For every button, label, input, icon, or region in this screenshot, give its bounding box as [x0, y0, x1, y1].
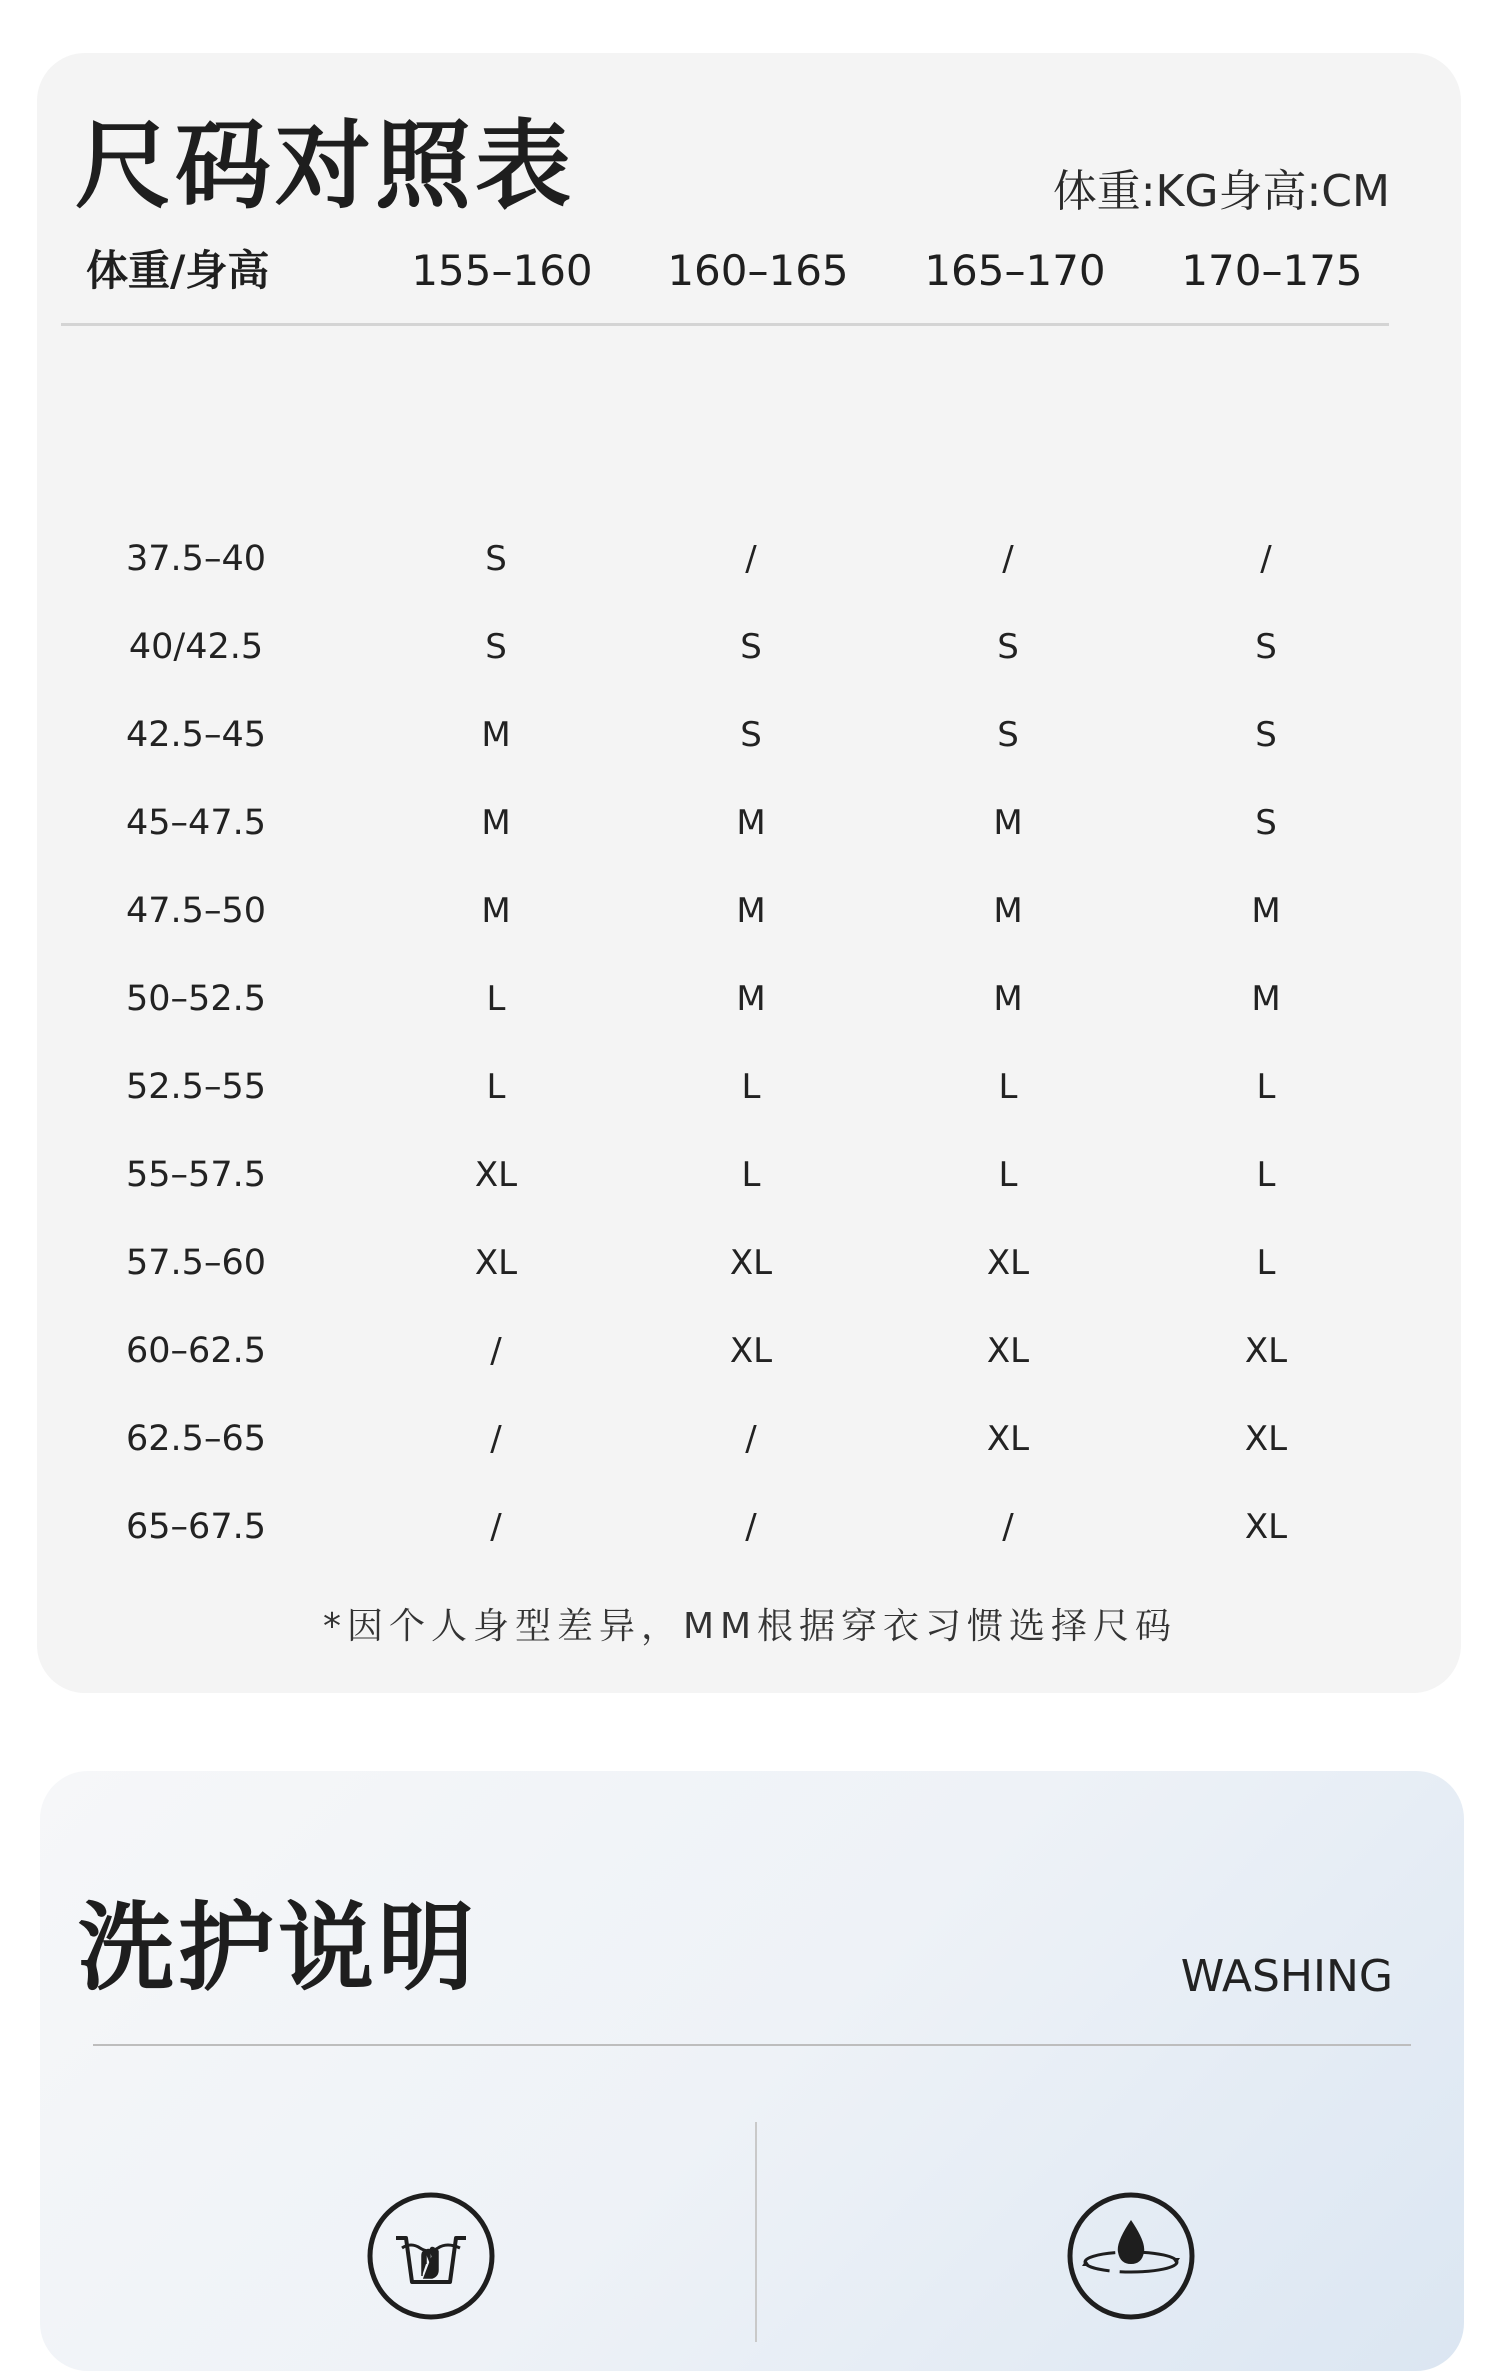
size-cell: M — [1251, 979, 1281, 1019]
size-cell: / — [745, 539, 757, 579]
table-row — [0, 1132, 1500, 1219]
weight-cell: 50–52.5 — [126, 979, 266, 1019]
header-column: 165–170 — [924, 246, 1106, 295]
size-cell: M — [481, 715, 511, 755]
size-cell: XL — [729, 1331, 773, 1371]
size-cell: L — [998, 1067, 1018, 1107]
washing-column-divider — [755, 2122, 757, 2342]
weight-cell: 45–47.5 — [126, 803, 266, 843]
size-cell: M — [481, 891, 511, 931]
size-cell: XL — [1244, 1507, 1288, 1547]
weight-cell: 62.5–65 — [126, 1419, 266, 1459]
table-row — [0, 1308, 1500, 1395]
header-column: 170–175 — [1181, 246, 1363, 295]
washing-divider — [93, 2044, 1411, 2046]
size-cell: / — [1260, 539, 1272, 579]
table-row — [0, 956, 1500, 1043]
washing-title: 洗护说明 — [78, 1892, 478, 2004]
size-cell: L — [741, 1155, 761, 1195]
size-cell: S — [1255, 627, 1277, 667]
size-cell: M — [993, 803, 1023, 843]
size-cell: / — [490, 1419, 502, 1459]
hand-wash-icon — [366, 2190, 496, 2322]
weight-cell: 55–57.5 — [126, 1155, 266, 1195]
table-row — [0, 1220, 1500, 1307]
size-cell: XL — [1244, 1419, 1288, 1459]
size-cell: L — [1256, 1067, 1276, 1107]
table-row — [0, 780, 1500, 867]
weight-cell: 52.5–55 — [126, 1067, 266, 1107]
size-cell: M — [993, 891, 1023, 931]
size-cell: XL — [474, 1155, 518, 1195]
size-cell: S — [997, 715, 1019, 755]
table-row — [0, 1044, 1500, 1131]
size-cell: M — [736, 803, 766, 843]
table-row — [0, 868, 1500, 955]
weight-cell: 40/42.5 — [128, 627, 264, 667]
size-cell: S — [485, 539, 507, 579]
size-cell: M — [993, 979, 1023, 1019]
size-cell: S — [1255, 803, 1277, 843]
size-cell: XL — [986, 1331, 1030, 1371]
size-cell: / — [745, 1507, 757, 1547]
size-cell: L — [486, 1067, 506, 1107]
spin-dry-icon — [1066, 2190, 1196, 2322]
size-cell: XL — [986, 1419, 1030, 1459]
size-cell: XL — [1244, 1331, 1288, 1371]
size-cell: XL — [729, 1243, 773, 1283]
size-cell: M — [481, 803, 511, 843]
header-column: 160–165 — [667, 246, 849, 295]
washing-subtitle: WASHING — [1180, 1951, 1393, 2002]
size-cell: L — [1256, 1243, 1276, 1283]
size-cell: L — [998, 1155, 1018, 1195]
size-cell: M — [1251, 891, 1281, 931]
header-divider — [61, 323, 1389, 326]
size-cell: M — [736, 979, 766, 1019]
weight-cell: 47.5–50 — [126, 891, 266, 931]
header-column: 155–160 — [411, 246, 593, 295]
table-row — [0, 604, 1500, 691]
weight-cell: 42.5–45 — [126, 715, 266, 755]
table-row — [0, 1396, 1500, 1483]
size-cell: L — [1256, 1155, 1276, 1195]
table-row — [0, 516, 1500, 603]
size-cell: / — [1002, 539, 1014, 579]
size-cell: / — [745, 1419, 757, 1459]
size-cell: S — [740, 627, 762, 667]
size-cell: XL — [986, 1243, 1030, 1283]
size-note: *因个人身型差异，MM根据穿衣习惯选择尺码 — [322, 1606, 1178, 1647]
size-cell: L — [741, 1067, 761, 1107]
size-cell: S — [740, 715, 762, 755]
size-cell: L — [486, 979, 506, 1019]
size-chart-title: 尺码对照表 — [75, 110, 575, 222]
weight-cell: 37.5–40 — [126, 539, 266, 579]
size-cell: XL — [474, 1243, 518, 1283]
size-cell: M — [736, 891, 766, 931]
weight-cell: 60–62.5 — [126, 1331, 266, 1371]
size-cell: / — [490, 1507, 502, 1547]
table-row — [0, 692, 1500, 779]
size-cell: S — [485, 627, 507, 667]
size-cell: S — [1255, 715, 1277, 755]
weight-cell: 65–67.5 — [126, 1507, 266, 1547]
size-cell: / — [1002, 1507, 1014, 1547]
size-cell: / — [490, 1331, 502, 1371]
washing-card — [40, 1771, 1464, 2371]
table-row — [0, 1484, 1500, 1571]
weight-cell: 57.5–60 — [126, 1243, 266, 1283]
size-chart-units: 体重:KG身高:CM — [1052, 166, 1390, 217]
size-cell: S — [997, 627, 1019, 667]
header-weight-height: 体重/身高 — [86, 246, 270, 295]
